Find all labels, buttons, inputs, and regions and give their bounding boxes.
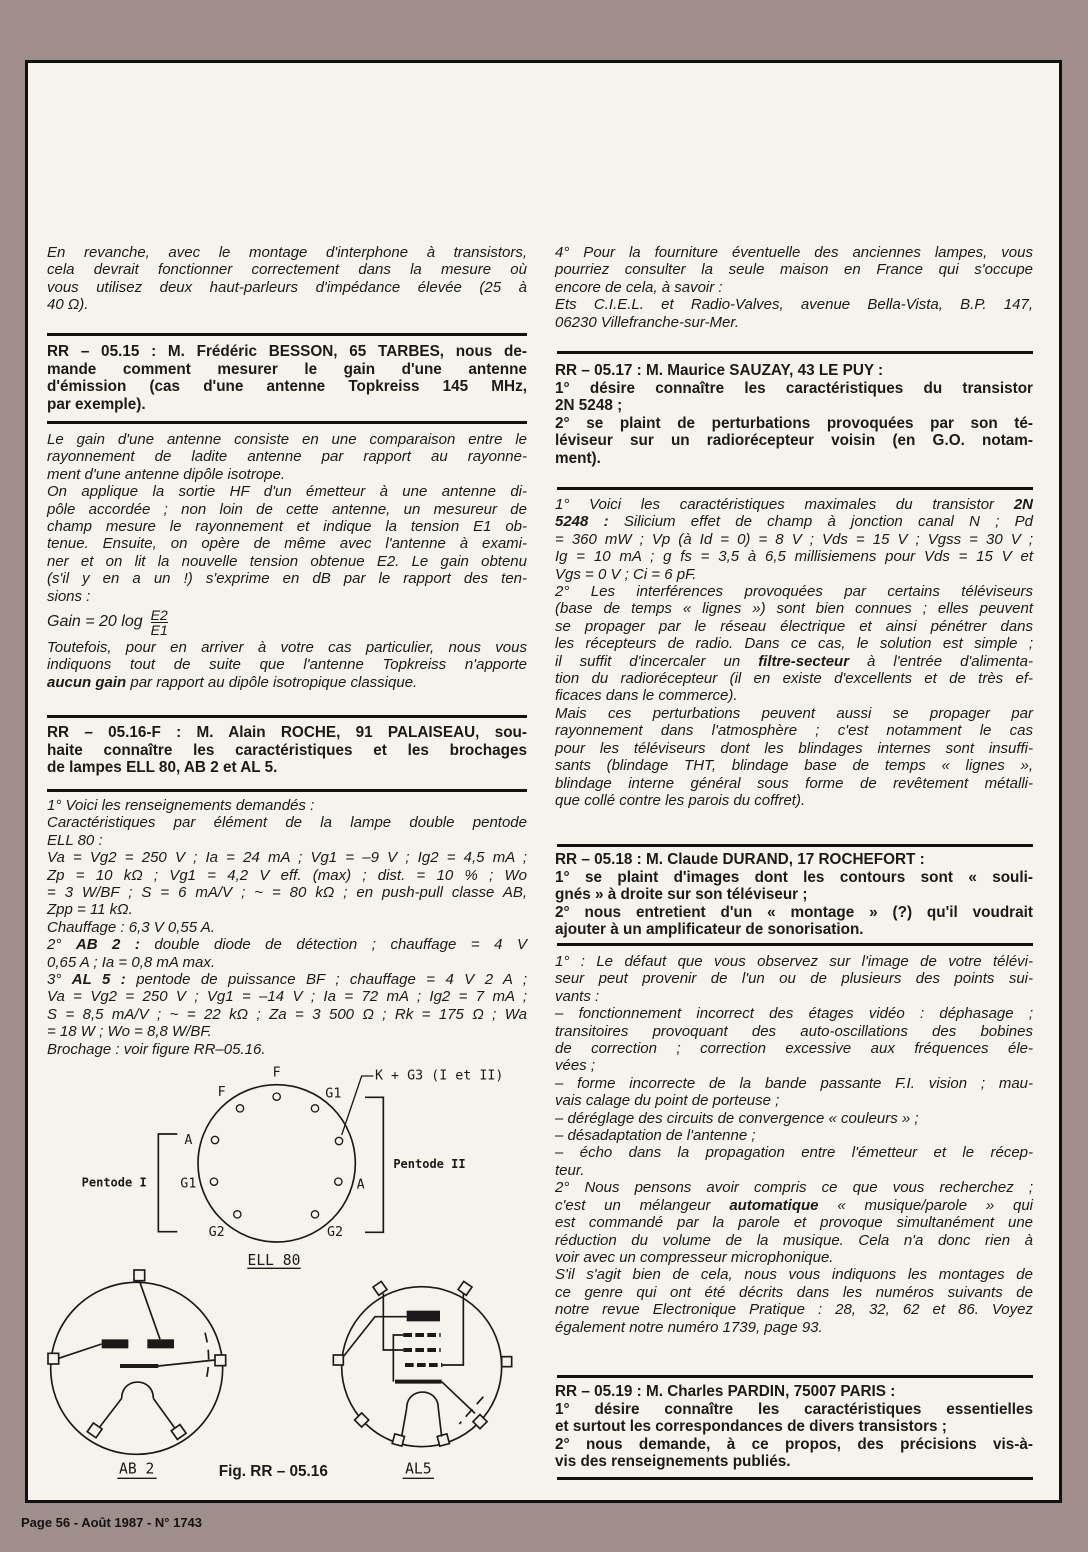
text-line: indiquons tout de suite que l'antenne Topkreiss n'apporte: [47, 656, 527, 674]
text-line: [47, 971, 527, 988]
text-line: vées ;: [555, 1057, 596, 1075]
text-segment: pentode de puissance BF ; chauffage = 4 V 2 A ;: [125, 971, 527, 989]
pentode-1-label: Pentode I: [81, 1175, 147, 1190]
text-line: champ mesure le rayonnement et indique la tension E1 ob-: [47, 518, 527, 536]
text-line: Chauffage : 6,3 V 0,55 A.: [47, 918, 215, 936]
divider: [557, 487, 1033, 490]
text-line: RR – 05.19 : M. Charles PARDIN, 75007 PARIS :: [555, 1383, 896, 1400]
text-line: Vgs = 0 V ; Ci = 6 pF.: [555, 565, 697, 583]
answer-rr-05-16: [47, 797, 527, 1058]
text-segment: à l'entrée d'alimenta-: [849, 652, 1033, 670]
al5-tube-diagram: [333, 1281, 511, 1478]
text-line: encore de cela, à savoir :: [555, 278, 723, 296]
text-line: pourriez consulter la seule maison en France qui s'occupe: [555, 261, 1033, 279]
answer-text: [47, 431, 527, 605]
text-segment: Silicium effet de champ à jonction canal N ; Pd: [608, 513, 1033, 531]
text-segment: double diode de détection ; chauffage = 4 V: [139, 936, 527, 954]
divider: [47, 789, 527, 792]
text-line: 2° se plaint de perturbations provoquées par son té-: [555, 414, 1033, 432]
text-line: [555, 513, 1033, 530]
text-line: et surtout les correspondances de divers transistors ;: [555, 1418, 947, 1436]
text-line: 2° nous entretient d'un « montage » (?) qu'il voudrait: [555, 903, 1033, 921]
emphasis-text: automatique: [729, 1196, 819, 1214]
text-line: vis des renseignements publiés.: [555, 1453, 791, 1471]
text-line: notre revue Electronique Pratique : 28, 32, 62 et 86. Voyez: [555, 1301, 1033, 1319]
text-segment: « musique/parole » qui: [818, 1196, 1033, 1214]
pentode-1-bracket: [158, 1134, 177, 1232]
emphasis-text: aucun gain: [47, 673, 127, 691]
ell80-pinout-diagram: [158, 1076, 383, 1268]
text-line: mande comment mesurer le gain d'une antenne: [47, 360, 527, 378]
text-segment: 1° Voici les caractéristiques maximales du transistor: [555, 496, 1014, 513]
text-line: 1° Voici les renseignements demandés :: [47, 797, 315, 814]
question-rr-05-17: [555, 362, 1033, 468]
text-line: – écho dans la propagation entre l'émetteur et le récep-: [555, 1144, 1033, 1162]
text-line: se propager par le réseau électrique et ainsi pénétrer dans: [555, 617, 1033, 635]
text-line: teur.: [555, 1161, 585, 1179]
al5-label: AL5: [405, 1460, 432, 1478]
answer-rr-05-17: [555, 496, 1033, 809]
question-rr-05-15: [47, 343, 527, 413]
text-line: S'il s'agit bien de cela, nous vous indiquons les montages de: [555, 1266, 1033, 1284]
text-line: sants (blindage THT, blindage base de temps « lignes »,: [555, 757, 1033, 775]
pentode-2-bracket: [365, 1097, 383, 1232]
text-line: RR – 05.18 : M. Claude DURAND, 17 ROCHEFORT :: [555, 851, 925, 868]
divider: [557, 844, 1033, 847]
text-line: = 18 W ; Wo = 8,8 W/BF.: [47, 1023, 212, 1041]
ell80-pins: [210, 1093, 342, 1218]
text-segment: 2°: [47, 936, 76, 954]
answer-rr-05-18: [555, 953, 1033, 1336]
ell80-label: ELL 80: [247, 1252, 301, 1269]
text-line: 2° Nous pensons avoir compris ce que vous recherchez ;: [555, 1179, 1033, 1197]
text-line: 2N 5248 ;: [555, 397, 623, 415]
text-line: réduction du volume de la musique. Cela n'a donc rien à: [555, 1231, 1033, 1249]
text-line: 4° Pour la fourniture éventuelle des anciennes lampes, vous: [555, 244, 1033, 261]
text-line: tion du radiorécepteur (il en existe d'excellents et de très ef-: [555, 670, 1033, 688]
answer-rr-05-15: [47, 431, 527, 691]
text-line: que collé contre les parois du coffret).: [555, 791, 806, 809]
intro-answer-continued: [47, 244, 527, 314]
divider: [47, 333, 527, 336]
text-line: – fonctionnement incorrect des étages vidéo : déphasage ;: [555, 1005, 1033, 1023]
text-line: vais calage du point de porteuse ;: [555, 1092, 780, 1110]
text-line: [47, 674, 527, 691]
text-line: Ig = 10 mA ; g fs = 3,5 à 6,5 millisiemens pour Vds = 15 V et: [555, 548, 1033, 566]
pin-label-k-g3: K + G3 (I et II): [375, 1068, 504, 1084]
text-line: [555, 496, 1033, 513]
text-segment: 3°: [47, 971, 72, 989]
text-line: Le gain d'une antenne consiste en une comparaison entre le: [47, 431, 527, 448]
text-line: RR – 05.16-F : M. Alain ROCHE, 91 PALAISEAU, sou-: [47, 724, 527, 741]
text-line: 1° désire connaître les caractéristiques du transistor: [555, 379, 1033, 397]
text-line: – déréglage des circuits de convergence « couleurs » ;: [555, 1109, 919, 1127]
text-line: par exemple).: [47, 395, 146, 413]
text-line: Ets C.I.E.L. et Radio-Valves, avenue Bella-Vista, B.P. 147,: [555, 296, 1033, 314]
question-rr-05-19: [555, 1383, 1033, 1471]
text-line: également notre numéro 1739, page 93.: [555, 1318, 823, 1336]
pin-label-g1: G1: [325, 1086, 342, 1102]
emphasis-text: 5248 :: [555, 513, 609, 531]
answer-text: [47, 639, 527, 691]
pin-label-g2: G2: [326, 1225, 344, 1240]
figure-caption: Fig. RR – 05.16: [218, 1463, 328, 1480]
text-line: ce genre qui ont été décrits dans les numéros suivants de: [555, 1283, 1033, 1301]
text-line: pour les téléviseurs dont les blindages internes sont insuffi-: [555, 739, 1033, 757]
emphasis-text: filtre-secteur: [758, 652, 850, 670]
text-line: ficaces dans le commerce).: [555, 687, 738, 705]
ab2-label: AB 2: [119, 1460, 155, 1478]
text-line: [555, 1197, 1033, 1214]
divider: [557, 1375, 1033, 1378]
text-segment: c'est un mélangeur: [555, 1196, 730, 1214]
text-line: Zp = 10 kΩ ; Vg1 = 4,2 V eff. (max) ; dist. = 10 % ; Wo: [47, 866, 527, 884]
text-line: de lampes ELL 80, AB 2 et AL 5.: [47, 759, 278, 777]
text-line: ment d'une antenne dipôle isotrope.: [47, 465, 286, 483]
text-line: Toutefois, pour en arriver à votre cas particulier, nous vous: [47, 639, 527, 657]
emphasis-text: AL 5 :: [71, 971, 126, 989]
text-line: 1° : Le défaut que vous observez sur l'image de votre télévi-: [555, 953, 1033, 970]
text-line: sions :: [47, 587, 91, 605]
pin-label-a: A: [184, 1133, 193, 1148]
text-segment: il suffit d'incercaler un: [555, 652, 759, 670]
text-line: gnés » à droite sur son téléviseur ;: [555, 886, 808, 904]
pentode-2-label: Pentode II: [393, 1157, 466, 1171]
ell80-base-circle: [198, 1085, 355, 1242]
pin-label-g1: G1: [180, 1176, 197, 1192]
question-rr-05-16: [47, 724, 527, 777]
text-line: rayonnement dans l'atmosphère ; c'est notamment le cas: [555, 722, 1033, 740]
divider: [47, 421, 527, 424]
text-line: léviseur sur un radiorécepteur voisin (en G.O. notam-: [555, 432, 1033, 450]
text-line: 06230 Villefranche-sur-Mer.: [555, 313, 739, 331]
text-line: d'émission (cas d'une antenne Topkreiss 145 MHz,: [47, 378, 527, 396]
text-line: blindage interne général sous forme de revêtement métalli-: [555, 774, 1033, 792]
text-line: RR – 05.17 : M. Maurice SAUZAY, 43 LE PUY :: [555, 362, 884, 379]
pin-label-f: F: [272, 1065, 281, 1081]
pin-label-a: A: [356, 1177, 365, 1193]
text-line: 40 Ω).: [47, 296, 89, 314]
text-line: 1° désire connaître les caractéristiques essentielles: [555, 1400, 1033, 1418]
text-line: = 3 W/BF ; S = 6 mA/V ; ~ = 80 kΩ ; en push-pull classe AB,: [47, 884, 527, 902]
text-line: les récepteurs de radio. Dans ce cas, le solution est simple ;: [555, 635, 1033, 653]
emphasis-text: AB 2 :: [75, 936, 140, 954]
divider: [557, 943, 1033, 946]
text-line: = 360 mW ; Vp (à Id = 0) = 8 V ; Vds = 15 V ; Vgss = 30 V ;: [555, 530, 1033, 548]
figure-rr-05-16: [40, 1060, 540, 1500]
text-line: 0,65 A ; Ia = 0,8 mA max.: [47, 953, 215, 971]
gain-formula: [47, 605, 527, 639]
divider: [47, 715, 527, 718]
text-segment: par rapport au dipôle isotropique classique.: [126, 673, 418, 691]
answer-rr-05-16-continued: [555, 244, 1033, 331]
text-line: 2° nous demande, à ce propos, des précisions vis-à-: [555, 1435, 1033, 1453]
text-line: voir avec un compresseur microphonique.: [555, 1248, 834, 1266]
text-line: vants :: [555, 987, 600, 1005]
text-line: rayonnement de ladite antenne par rapport au rayonne-: [47, 448, 527, 466]
text-line: est commandé par la parole et provoque simultanément une: [555, 1214, 1033, 1232]
formula-lhs: Gain = 20 log: [47, 613, 143, 631]
text-line: ment).: [555, 449, 601, 467]
text-line: RR – 05.15 : M. Frédéric BESSON, 65 TARBES, nous de-: [47, 343, 527, 360]
text-line: 2° Les interférences provoquées par certains téléviseurs: [555, 583, 1033, 601]
text-line: transitoires provoquant des auto-oscillations des bobines: [555, 1022, 1033, 1040]
text-line: – forme incorrecte de la bande passante F.I. vision ; mau-: [555, 1074, 1033, 1092]
divider: [557, 1477, 1033, 1480]
pin-label-g2: G2: [208, 1225, 225, 1240]
formula-fraction: [151, 608, 168, 637]
text-line: [555, 653, 1033, 670]
text-line: 1° se plaint d'images dont les contours sont « souli-: [555, 868, 1033, 886]
divider: [557, 351, 1033, 354]
text-line: haite connaître les caractéristiques et les brochages: [47, 741, 527, 759]
ab2-pins: [48, 1270, 226, 1439]
text-line: Va = Vg2 = 250 V ; Ia = 24 mA ; Vg1 = –9 V ; Ig2 = 4,5 mA ;: [47, 849, 527, 867]
text-line: On applique la sortie HF d'un émetteur à une antenne di-: [47, 483, 527, 501]
formula-numerator: E2: [150, 606, 168, 623]
text-line: vous utilisez deux haut-parleurs d'impédance élevée (25 à: [47, 278, 527, 296]
pin-label-f: F: [217, 1085, 226, 1100]
ab2-tube-diagram: [48, 1270, 226, 1478]
text-line: – désadaptation de l'antenne ;: [555, 1127, 756, 1145]
text-line: ELL 80 :: [47, 831, 103, 849]
text-line: Mais ces perturbations peuvent aussi se propager par: [555, 704, 1033, 722]
text-line: cela devrait fonctionner correctement dans la mesure où: [47, 261, 527, 279]
text-line: En revanche, avec le montage d'interphone à transistors,: [47, 244, 527, 261]
text-line: Caractéristiques par élément de la lampe double pentode: [47, 814, 527, 832]
text-line: Va = Vg2 = 250 V ; Vg1 = –14 V ; Ia = 72 mA ; Ig2 = 7 mA ;: [47, 988, 527, 1006]
page-footer: Page 56 - Août 1987 - N° 1743: [21, 1515, 203, 1530]
formula-denominator: E1: [150, 621, 168, 638]
text-line: ajouter à un amplificateur de sonorisation.: [555, 921, 864, 939]
text-line: (s'il y en a un !) s'exprime en dB par le rapport des ten-: [47, 570, 527, 588]
text-line: S = 8,5 mA/V ; ~ = 22 kΩ ; Za = 3 500 Ω ; Rk = 175 Ω ; Wa: [47, 1005, 527, 1023]
text-line: Zpp = 11 kΩ.: [47, 901, 133, 919]
text-line: [47, 936, 527, 953]
text-line: Brochage : voir figure RR–05.16.: [47, 1040, 266, 1058]
text-line: (base de temps « lignes ») sont bien connues ; elles peuvent: [555, 600, 1033, 618]
text-line: pôle accordée ; non loin de cette antenne, un mesureur de: [47, 500, 527, 518]
emphasis-text: 2N: [1013, 496, 1033, 513]
text-line: seur peut provenir de l'un ou de plusieurs des points sui-: [555, 970, 1033, 988]
text-line: ner et on lit la nouvelle tension obtenue E2. Le gain obtenu: [47, 552, 527, 570]
text-line: de correction ; correction excessive aux fréquences éle-: [555, 1040, 1033, 1058]
text-line: tenue. Ensuite, on opère de même avec l'antenne à exami-: [47, 535, 527, 553]
question-rr-05-18: [555, 851, 1033, 939]
